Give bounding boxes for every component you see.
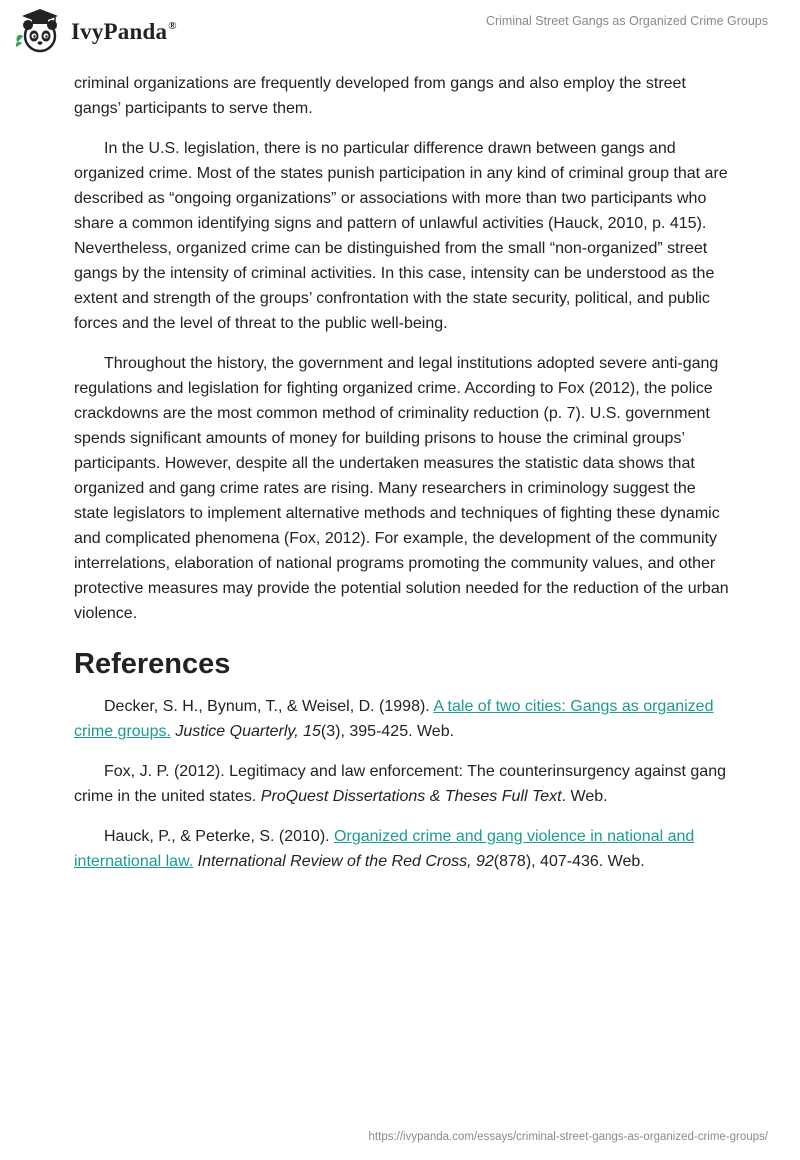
logo-wordmark: IvyPanda® (71, 19, 177, 44)
reference-link-decker[interactable]: A tale of two cities: Gangs as organized crime groups. (74, 698, 714, 740)
page-header (0, 0, 800, 66)
essay-content (74, 71, 729, 889)
reference-details: (3), 395-425. Web. (320, 723, 455, 740)
reference-authors: Fox, J. P. (2012). Legitimacy and law enforcement: The counterinsurgency against gang crime in the united states. (74, 763, 726, 805)
reference-fox (74, 759, 729, 809)
panda-graduate-icon (13, 6, 65, 58)
reference-authors: Hauck, P., & Peterke, S. (2010). (104, 828, 335, 845)
reference-details: . Web. (561, 788, 608, 805)
reference-authors: Decker, S. H., Bynum, T., & Weisel, D. (1998). (104, 698, 434, 715)
paragraph-2: In the U.S. legislation, there is no particular difference drawn between gangs and organized crime. Most of the states punish participation in any kind of criminal group that are described as “ongoing organizations” or associations with more than two participants who share a common identifying signs and pattern of unlawful activities (Hauck, 2010, p. 415). Nevertheless, organized crime can be distinguished from the small “non-organized” street gangs by the intensity of criminal activities. In this case, intensity can be understood as the extent and strength of the groups’ confrontation with the state security, political, and public forces and the level of threat to the public well-being. (74, 140, 728, 332)
document-title: Criminal Street Gangs as Organized Crime Groups (485, 14, 768, 28)
source-url[interactable]: https://ivypanda.com/essays/criminal-street-gangs-as-organized-crime-groups/ (368, 1131, 768, 1143)
reference-journal: ProQuest Dissertations & Theses Full Text (260, 788, 562, 805)
ivypanda-logo[interactable] (13, 6, 177, 58)
reference-journal: International Review of the Red Cross, 92 (197, 853, 494, 870)
reference-journal: Justice Quarterly, 15 (175, 723, 321, 740)
reference-details: (878), 407-436. Web. (493, 853, 645, 870)
reference-decker (74, 694, 729, 744)
paragraph-3: Throughout the history, the government and legal institutions adopted severe anti-gang regulations and legislation for fighting organized crime. According to Fox (2012), the police crackdowns are the most common method of criminality reduction (p. 7). U.S. government spends significant amounts of money for building prisons to house the criminal groups’ participants. However, despite all the undertaken measures the statistic data shows that organized and gang crime rates are rising. Many researchers in criminology suggest the state legislators to implement alternative methods and techniques of fighting these dynamic and complicated phenomena (Fox, 2012). For example, the development of the community interrelations, elaboration of national programs promoting the community values, and other protective measures may provide the potential solution needed for the reduction of the urban violence. (74, 355, 729, 622)
references-heading: References (74, 648, 231, 680)
paragraph-1: criminal organizations are frequently developed from gangs and also employ the street gangs’ participants to serve them. (74, 75, 686, 117)
reference-hauck (74, 824, 729, 874)
reference-link-hauck[interactable]: Organized crime and gang violence in national and international law. (74, 828, 695, 870)
